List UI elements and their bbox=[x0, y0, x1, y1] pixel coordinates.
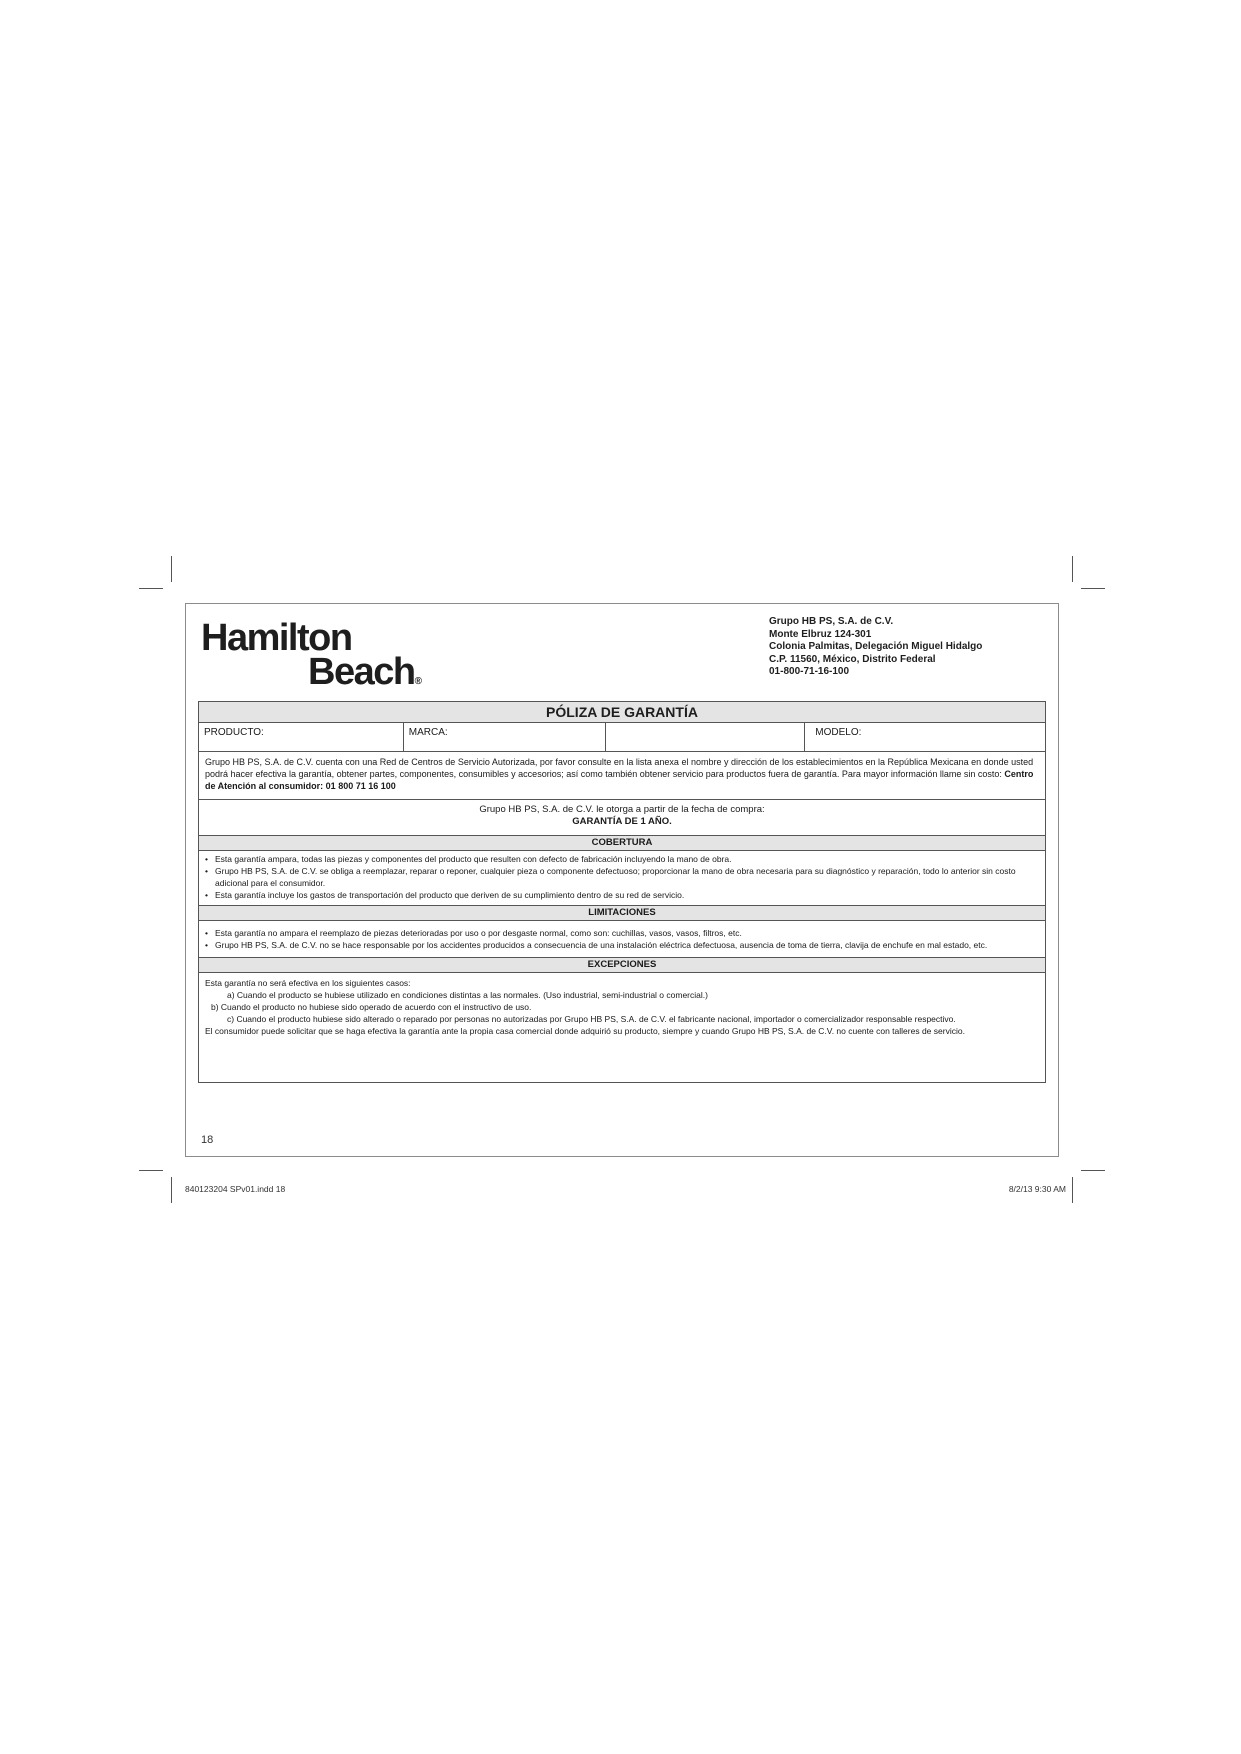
page-number: 18 bbox=[201, 1134, 214, 1146]
address-line: Colonia Palmitas, Delegación Miguel Hidalgo bbox=[769, 641, 983, 652]
address-line: Monte Elbruz 124-301 bbox=[769, 628, 872, 640]
list-item: • Esta garantía ampara, todas las piezas y componentes del producto que resulten con defecto de fabricación incluyendo la mano de obra. bbox=[205, 853, 1039, 865]
crop-mark bbox=[1081, 1170, 1105, 1171]
warranty-page bbox=[185, 603, 1059, 1157]
service-network-paragraph: Grupo HB PS, S.A. de C.V. cuenta con una Red de Centros de Servicio Autorizada, por favor consulte en la lista anexa el nombre y dirección de los establecimientos en la República Mexicana en donde usted podrá hacer efectiva la garantía, obtener partes, componentes, consumibles y accesorios; así como también obtener servicio para productos fuera de garantía. Para mayor información llame sin costo: Centro de Atención al consumidor: 01 800 71 16 100 bbox=[199, 752, 1045, 800]
modelo-field[interactable]: MODELO: bbox=[815, 727, 862, 738]
consumer-center-phone: Centro de Atención al consumidor: 01 800 71 16 100 bbox=[205, 769, 1034, 791]
date-slug: 8/2/13 9:30 AM bbox=[1008, 1184, 1066, 1194]
list-item: • Esta garantía no ampara el reemplazo de piezas deterioradas por uso o por desgaste normal, como son: cuchillas, vasos, vasos, filtros, etc. bbox=[205, 927, 1039, 939]
excepciones-section bbox=[199, 973, 1045, 1041]
hamilton-beach-logo bbox=[201, 619, 461, 699]
crop-mark bbox=[139, 588, 163, 589]
list-item: • Grupo HB PS, S.A. de C.V. no se hace responsable por los accidentes producidos a consecuencia de una instalación eléctrica defectuosa, ausencia de toma de tierra, clavija de enchufe en mal estado, etc. bbox=[205, 939, 1039, 951]
warranty-grant bbox=[199, 800, 1045, 836]
list-item: b) Cuando el producto no hubiese sido operado de acuerdo con el instructivo de uso. bbox=[211, 1002, 532, 1012]
file-slug: 840123204 SPv01.indd 18 bbox=[185, 1184, 286, 1194]
excepciones-intro: Esta garantía no será efectiva en los siguientes casos: bbox=[205, 978, 411, 988]
product-fields-row bbox=[199, 723, 1045, 752]
crop-mark bbox=[171, 1177, 172, 1203]
limitaciones-heading: LIMITACIONES bbox=[199, 906, 1045, 921]
address-line: C.P. 11560, México, Distrito Federal bbox=[769, 653, 936, 665]
form-title: PÓLIZA DE GARANTÍA bbox=[199, 702, 1045, 723]
crop-mark bbox=[171, 556, 172, 582]
company-address bbox=[769, 616, 982, 679]
address-phone: 01-800-71-16-100 bbox=[769, 666, 850, 677]
grant-duration: GARANTÍA DE 1 AÑO. bbox=[572, 816, 672, 827]
excepciones-closing: El consumidor puede solicitar que se haga efectiva la garantía ante la propia casa comercial donde adquirió su producto, siempre y cuando Grupo HB PS, S.A. de C.V. no cuente con talleres de servicio. bbox=[205, 1026, 965, 1036]
cobertura-heading: COBERTURA bbox=[199, 836, 1045, 851]
marca-field[interactable]: MARCA: bbox=[404, 723, 606, 751]
crop-mark bbox=[139, 1170, 163, 1171]
list-item: c) Cuando el producto hubiese sido alterado o reparado por personas no autorizadas por Grupo HB PS, S.A. de C.V. el fabricante nacional, importador o comercializador responsable respectivo. bbox=[227, 1014, 956, 1024]
logo-line1: Hamilton bbox=[201, 617, 352, 659]
crop-mark bbox=[1072, 1177, 1073, 1203]
producto-field[interactable]: PRODUCTO: bbox=[199, 723, 404, 751]
logo-line2: Beach® bbox=[308, 651, 422, 693]
excepciones-heading: EXCEPCIONES bbox=[199, 958, 1045, 973]
blank-field[interactable] bbox=[606, 723, 806, 751]
list-item: a) Cuando el producto se hubiese utilizado en condiciones distintas a las normales. (Uso industrial, semi-industrial o comercial.) bbox=[227, 990, 708, 1000]
list-item: • Grupo HB PS, S.A. de C.V. se obliga a reemplazar, reparar o reponer, cualquier pieza o componente defectuoso; proporcionar la mano de obra necesaria para su diagnóstico y reparación, todo lo anterior sin costo adicional para el consumidor. bbox=[205, 865, 1039, 889]
cobertura-section bbox=[199, 851, 1045, 906]
crop-mark bbox=[1081, 588, 1105, 589]
warranty-form bbox=[198, 701, 1046, 1083]
grant-line: Grupo HB PS, S.A. de C.V. le otorga a partir de la fecha de compra: bbox=[479, 804, 765, 815]
list-item: • Esta garantía incluye los gastos de transportación del producto que deriven de su cumplimiento dentro de su red de servicio. bbox=[205, 889, 1039, 901]
limitaciones-section bbox=[199, 921, 1045, 958]
crop-mark bbox=[1072, 556, 1073, 582]
address-line: Grupo HB PS, S.A. de C.V. bbox=[769, 616, 894, 627]
